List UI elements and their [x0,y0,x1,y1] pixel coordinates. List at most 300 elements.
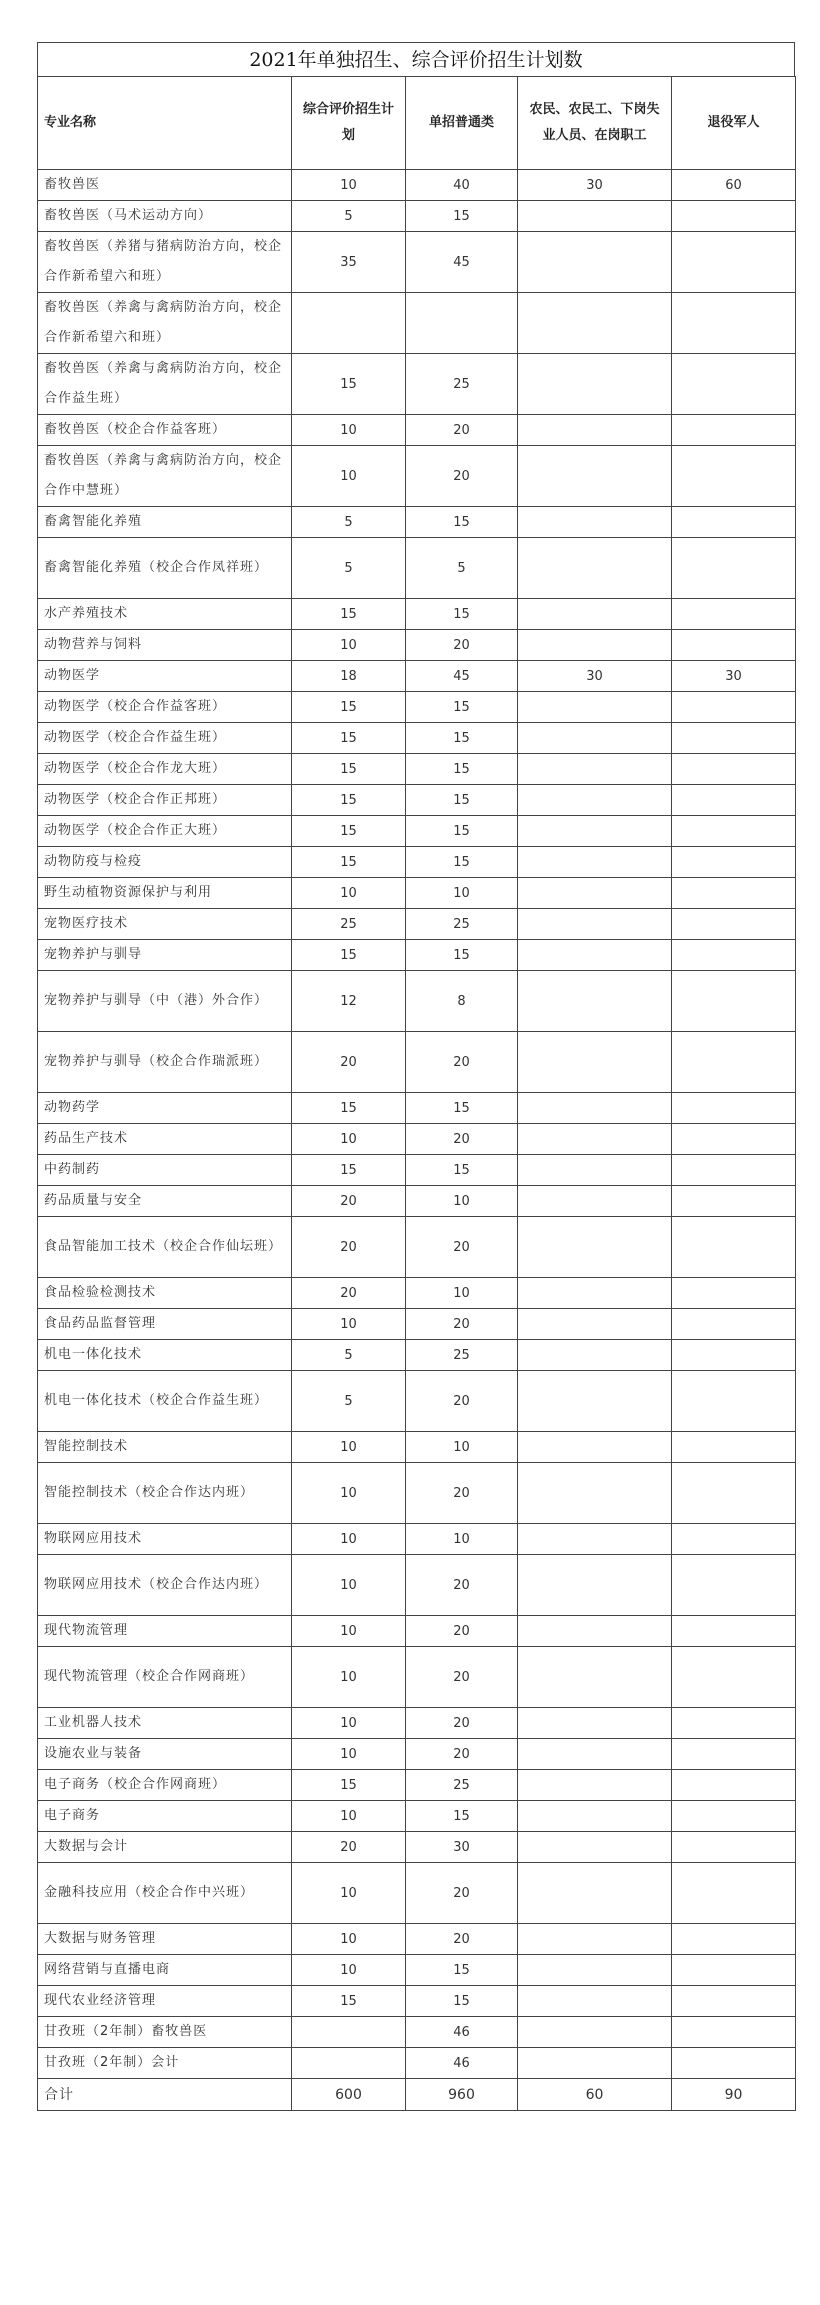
cell-single-plan: 30 [406,1832,518,1863]
cell-workers-plan [518,754,672,785]
cell-veterans-plan [672,2048,796,2079]
cell-single-plan: 10 [406,878,518,909]
cell-veterans-plan [672,354,796,415]
table-row [38,1955,796,1986]
cell-major-name: 动物医学 [38,661,292,692]
cell-single-plan: 15 [406,1155,518,1186]
table-row [38,1801,796,1832]
cell-single-plan: 15 [406,1093,518,1124]
cell-single-plan: 10 [406,1278,518,1309]
cell-comprehensive-plan [292,2048,406,2079]
cell-comprehensive-plan: 12 [292,971,406,1032]
cell-comprehensive-plan: 15 [292,754,406,785]
cell-single-plan: 20 [406,1616,518,1647]
cell-single-plan: 20 [406,1217,518,1278]
cell-single-plan: 15 [406,1955,518,1986]
cell-major-name: 畜牧兽医（养禽与禽病防治方向，校企合作新希望六和班） [38,293,292,354]
cell-major-name: 畜牧兽医（养猪与猪病防治方向，校企合作新希望六和班） [38,232,292,293]
cell-major-name: 动物防疫与检疫 [38,847,292,878]
cell-single-plan: 20 [406,415,518,446]
cell-comprehensive-plan: 10 [292,1955,406,1986]
cell-single-plan: 20 [406,1371,518,1432]
cell-workers-plan [518,1124,672,1155]
total-veterans-plan: 90 [672,2079,796,2111]
total-comprehensive-plan: 600 [292,2079,406,2111]
cell-comprehensive-plan: 10 [292,1924,406,1955]
cell-veterans-plan [672,723,796,754]
cell-veterans-plan [672,415,796,446]
cell-major-name: 金融科技应用（校企合作中兴班） [38,1863,292,1924]
cell-veterans-plan [672,630,796,661]
table-row [38,1770,796,1801]
cell-comprehensive-plan: 10 [292,170,406,201]
cell-single-plan: 25 [406,1340,518,1371]
cell-major-name: 甘孜班（2年制）会计 [38,2048,292,2079]
table-row [38,354,796,415]
cell-veterans-plan [672,909,796,940]
cell-major-name: 设施农业与装备 [38,1739,292,1770]
cell-major-name: 电子商务（校企合作网商班） [38,1770,292,1801]
cell-single-plan: 15 [406,201,518,232]
cell-veterans-plan [672,1616,796,1647]
cell-comprehensive-plan [292,293,406,354]
cell-comprehensive-plan: 20 [292,1832,406,1863]
cell-major-name: 动物药学 [38,1093,292,1124]
table-row [38,1217,796,1278]
cell-comprehensive-plan: 20 [292,1278,406,1309]
cell-workers-plan [518,1555,672,1616]
cell-workers-plan [518,1986,672,2017]
table-row [38,1032,796,1093]
total-workers-plan: 60 [518,2079,672,2111]
cell-workers-plan [518,232,672,293]
cell-workers-plan [518,785,672,816]
cell-major-name: 动物医学（校企合作龙大班） [38,754,292,785]
table-row [38,1371,796,1432]
header-workers: 农民、农民工、下岗失业人员、在岗职工 [518,77,672,170]
table-row [38,1863,796,1924]
cell-workers-plan [518,1616,672,1647]
cell-workers-plan [518,1924,672,1955]
cell-major-name: 畜牧兽医（养禽与禽病防治方向，校企合作中慧班） [38,446,292,507]
cell-workers-plan [518,847,672,878]
cell-veterans-plan [672,1524,796,1555]
cell-veterans-plan [672,1309,796,1340]
cell-veterans-plan [672,1555,796,1616]
table-row [38,2017,796,2048]
table-row [38,1432,796,1463]
cell-major-name: 智能控制技术（校企合作达内班） [38,1463,292,1524]
table-row [38,1524,796,1555]
cell-comprehensive-plan: 10 [292,1616,406,1647]
cell-major-name: 动物医学（校企合作正大班） [38,816,292,847]
cell-major-name: 现代物流管理（校企合作网商班） [38,1647,292,1708]
cell-veterans-plan [672,1924,796,1955]
cell-veterans-plan [672,940,796,971]
cell-veterans-plan [672,692,796,723]
cell-single-plan: 15 [406,723,518,754]
cell-major-name: 中药制药 [38,1155,292,1186]
cell-major-name: 药品质量与安全 [38,1186,292,1217]
cell-veterans-plan [672,1708,796,1739]
cell-workers-plan [518,1340,672,1371]
cell-single-plan: 10 [406,1432,518,1463]
cell-veterans-plan [672,1124,796,1155]
table-row [38,1463,796,1524]
enrollment-plan-table [37,76,796,2111]
cell-comprehensive-plan: 15 [292,599,406,630]
cell-major-name: 大数据与财务管理 [38,1924,292,1955]
cell-veterans-plan [672,1032,796,1093]
cell-single-plan: 45 [406,232,518,293]
table-row [38,661,796,692]
cell-workers-plan [518,1309,672,1340]
table-row [38,940,796,971]
cell-major-name: 药品生产技术 [38,1124,292,1155]
cell-veterans-plan [672,1801,796,1832]
table-row [38,415,796,446]
table-row [38,1340,796,1371]
cell-single-plan: 15 [406,599,518,630]
cell-veterans-plan [672,1432,796,1463]
cell-veterans-plan [672,1955,796,1986]
cell-major-name: 电子商务 [38,1801,292,1832]
table-row [38,1309,796,1340]
cell-comprehensive-plan: 25 [292,909,406,940]
cell-workers-plan [518,1955,672,1986]
cell-major-name: 动物医学（校企合作益生班） [38,723,292,754]
cell-comprehensive-plan: 15 [292,692,406,723]
cell-workers-plan [518,1093,672,1124]
cell-workers-plan [518,2048,672,2079]
cell-veterans-plan [672,1340,796,1371]
cell-comprehensive-plan: 5 [292,1371,406,1432]
cell-single-plan: 25 [406,1770,518,1801]
cell-comprehensive-plan [292,2017,406,2048]
cell-single-plan: 46 [406,2017,518,2048]
cell-workers-plan [518,1801,672,1832]
cell-veterans-plan [672,1986,796,2017]
cell-comprehensive-plan: 10 [292,1647,406,1708]
cell-single-plan: 15 [406,847,518,878]
cell-major-name: 畜牧兽医 [38,170,292,201]
cell-major-name: 食品智能加工技术（校企合作仙坛班） [38,1217,292,1278]
cell-veterans-plan: 60 [672,170,796,201]
cell-comprehensive-plan: 15 [292,1986,406,2017]
cell-major-name: 大数据与会计 [38,1832,292,1863]
cell-veterans-plan [672,754,796,785]
table-row [38,446,796,507]
cell-workers-plan [518,816,672,847]
cell-major-name: 机电一体化技术（校企合作益生班） [38,1371,292,1432]
cell-single-plan: 15 [406,692,518,723]
cell-veterans-plan [672,538,796,599]
cell-workers-plan: 30 [518,170,672,201]
cell-veterans-plan [672,446,796,507]
total-single-plan: 960 [406,2079,518,2111]
cell-veterans-plan [672,1155,796,1186]
cell-major-name: 宠物养护与驯导 [38,940,292,971]
table-row [38,507,796,538]
cell-single-plan: 20 [406,630,518,661]
table-row [38,847,796,878]
cell-comprehensive-plan: 10 [292,1801,406,1832]
table-row [38,1093,796,1124]
cell-workers-plan [518,2017,672,2048]
cell-comprehensive-plan: 10 [292,1555,406,1616]
cell-major-name: 机电一体化技术 [38,1340,292,1371]
table-row [38,785,796,816]
cell-major-name: 宠物医疗技术 [38,909,292,940]
table-row [38,599,796,630]
total-row [38,2079,796,2111]
cell-single-plan: 20 [406,1463,518,1524]
cell-veterans-plan [672,1093,796,1124]
cell-workers-plan [518,1739,672,1770]
cell-comprehensive-plan: 10 [292,1463,406,1524]
cell-workers-plan [518,1463,672,1524]
table-body [38,170,796,2111]
cell-comprehensive-plan: 10 [292,1524,406,1555]
cell-comprehensive-plan: 10 [292,1432,406,1463]
cell-workers-plan [518,354,672,415]
cell-comprehensive-plan: 10 [292,415,406,446]
cell-workers-plan [518,1186,672,1217]
cell-single-plan: 40 [406,170,518,201]
cell-veterans-plan [672,878,796,909]
cell-single-plan: 20 [406,1708,518,1739]
cell-single-plan: 25 [406,909,518,940]
cell-major-name: 宠物养护与驯导（中（港）外合作） [38,971,292,1032]
cell-comprehensive-plan: 10 [292,1739,406,1770]
header-veterans: 退役军人 [672,77,796,170]
cell-comprehensive-plan: 15 [292,1770,406,1801]
cell-single-plan: 15 [406,507,518,538]
table-row [38,1832,796,1863]
cell-major-name: 动物营养与饲料 [38,630,292,661]
cell-major-name: 畜牧兽医（校企合作益客班） [38,415,292,446]
cell-veterans-plan [672,1217,796,1278]
cell-single-plan: 20 [406,446,518,507]
cell-major-name: 水产养殖技术 [38,599,292,630]
table-row [38,1924,796,1955]
cell-veterans-plan [672,599,796,630]
cell-single-plan: 20 [406,1124,518,1155]
cell-veterans-plan [672,1186,796,1217]
cell-major-name: 动物医学（校企合作益客班） [38,692,292,723]
cell-veterans-plan [672,201,796,232]
header-single: 单招普通类 [406,77,518,170]
cell-single-plan: 15 [406,940,518,971]
table-row [38,878,796,909]
table-row [38,1278,796,1309]
header-comprehensive: 综合评价招生计划 [292,77,406,170]
cell-workers-plan [518,1217,672,1278]
table-row [38,538,796,599]
cell-major-name: 食品药品监督管理 [38,1309,292,1340]
cell-veterans-plan [672,1863,796,1924]
cell-single-plan: 15 [406,1801,518,1832]
cell-comprehensive-plan: 15 [292,785,406,816]
cell-veterans-plan [672,1832,796,1863]
cell-workers-plan [518,1832,672,1863]
cell-veterans-plan [672,507,796,538]
table-row [38,816,796,847]
table-row [38,293,796,354]
cell-workers-plan [518,415,672,446]
cell-major-name: 甘孜班（2年制）畜牧兽医 [38,2017,292,2048]
table-row [38,692,796,723]
cell-comprehensive-plan: 18 [292,661,406,692]
cell-comprehensive-plan: 10 [292,1124,406,1155]
cell-comprehensive-plan: 5 [292,507,406,538]
cell-workers-plan [518,1708,672,1739]
cell-comprehensive-plan: 15 [292,1155,406,1186]
cell-comprehensive-plan: 35 [292,232,406,293]
cell-major-name: 畜牧兽医（马术运动方向） [38,201,292,232]
table-row [38,170,796,201]
cell-major-name: 智能控制技术 [38,1432,292,1463]
table-row [38,909,796,940]
table-row [38,232,796,293]
cell-major-name: 宠物养护与驯导（校企合作瑞派班） [38,1032,292,1093]
cell-workers-plan [518,507,672,538]
cell-workers-plan [518,723,672,754]
table-row [38,1708,796,1739]
cell-workers-plan [518,692,672,723]
cell-comprehensive-plan: 20 [292,1032,406,1093]
cell-comprehensive-plan: 10 [292,446,406,507]
table-row [38,630,796,661]
cell-veterans-plan [672,1278,796,1309]
cell-veterans-plan [672,971,796,1032]
table-row [38,1739,796,1770]
cell-comprehensive-plan: 10 [292,1309,406,1340]
cell-workers-plan [518,909,672,940]
cell-major-name: 现代农业经济管理 [38,1986,292,2017]
table-row [38,1986,796,2017]
table-row [38,1616,796,1647]
cell-single-plan: 20 [406,1739,518,1770]
cell-single-plan: 20 [406,1309,518,1340]
cell-single-plan: 5 [406,538,518,599]
table-row [38,1124,796,1155]
cell-comprehensive-plan: 20 [292,1186,406,1217]
cell-major-name: 畜禽智能化养殖 [38,507,292,538]
table-row [38,201,796,232]
cell-single-plan: 25 [406,354,518,415]
cell-major-name: 网络营销与直播电商 [38,1955,292,1986]
cell-workers-plan [518,630,672,661]
table-row [38,971,796,1032]
cell-comprehensive-plan: 15 [292,723,406,754]
cell-workers-plan [518,1155,672,1186]
cell-veterans-plan [672,1647,796,1708]
cell-veterans-plan [672,2017,796,2048]
cell-comprehensive-plan: 10 [292,1708,406,1739]
cell-workers-plan [518,599,672,630]
cell-veterans-plan [672,847,796,878]
cell-veterans-plan [672,785,796,816]
table-row [38,1555,796,1616]
cell-comprehensive-plan: 15 [292,354,406,415]
page-title: 2021年单独招生、综合评价招生计划数 [37,42,795,76]
cell-workers-plan [518,293,672,354]
cell-workers-plan [518,878,672,909]
cell-single-plan: 10 [406,1524,518,1555]
cell-comprehensive-plan: 20 [292,1217,406,1278]
cell-workers-plan [518,1371,672,1432]
cell-major-name: 畜牧兽医（养禽与禽病防治方向，校企合作益生班） [38,354,292,415]
cell-single-plan: 10 [406,1186,518,1217]
cell-single-plan: 8 [406,971,518,1032]
cell-major-name: 物联网应用技术（校企合作达内班） [38,1555,292,1616]
cell-major-name: 现代物流管理 [38,1616,292,1647]
plan-document [37,42,795,2111]
cell-veterans-plan [672,1371,796,1432]
table-row [38,2048,796,2079]
cell-veterans-plan [672,1739,796,1770]
cell-workers-plan [518,201,672,232]
cell-major-name: 野生动植物资源保护与利用 [38,878,292,909]
header-row [38,77,796,170]
cell-major-name: 动物医学（校企合作正邦班） [38,785,292,816]
cell-comprehensive-plan: 10 [292,878,406,909]
total-major-name: 合计 [38,2079,292,2111]
cell-veterans-plan: 30 [672,661,796,692]
cell-single-plan: 20 [406,1863,518,1924]
cell-major-name: 食品检验检测技术 [38,1278,292,1309]
cell-veterans-plan [672,816,796,847]
cell-workers-plan [518,940,672,971]
cell-workers-plan [518,1278,672,1309]
cell-single-plan: 45 [406,661,518,692]
table-row [38,754,796,785]
cell-workers-plan [518,971,672,1032]
cell-workers-plan [518,1863,672,1924]
table-row [38,1155,796,1186]
cell-single-plan: 20 [406,1032,518,1093]
cell-workers-plan [518,446,672,507]
cell-workers-plan [518,1770,672,1801]
table-row [38,1186,796,1217]
cell-comprehensive-plan: 15 [292,1093,406,1124]
cell-comprehensive-plan: 15 [292,847,406,878]
cell-single-plan: 15 [406,816,518,847]
cell-single-plan [406,293,518,354]
cell-workers-plan [518,1647,672,1708]
cell-workers-plan: 30 [518,661,672,692]
cell-major-name: 物联网应用技术 [38,1524,292,1555]
cell-major-name: 工业机器人技术 [38,1708,292,1739]
cell-comprehensive-plan: 10 [292,1863,406,1924]
cell-veterans-plan [672,293,796,354]
cell-single-plan: 20 [406,1924,518,1955]
cell-major-name: 畜禽智能化养殖（校企合作凤祥班） [38,538,292,599]
cell-single-plan: 46 [406,2048,518,2079]
cell-single-plan: 15 [406,754,518,785]
cell-comprehensive-plan: 5 [292,1340,406,1371]
table-row [38,723,796,754]
cell-workers-plan [518,1524,672,1555]
cell-single-plan: 20 [406,1647,518,1708]
cell-comprehensive-plan: 15 [292,816,406,847]
cell-veterans-plan [672,232,796,293]
cell-comprehensive-plan: 5 [292,538,406,599]
cell-single-plan: 15 [406,785,518,816]
cell-comprehensive-plan: 5 [292,201,406,232]
cell-single-plan: 20 [406,1555,518,1616]
